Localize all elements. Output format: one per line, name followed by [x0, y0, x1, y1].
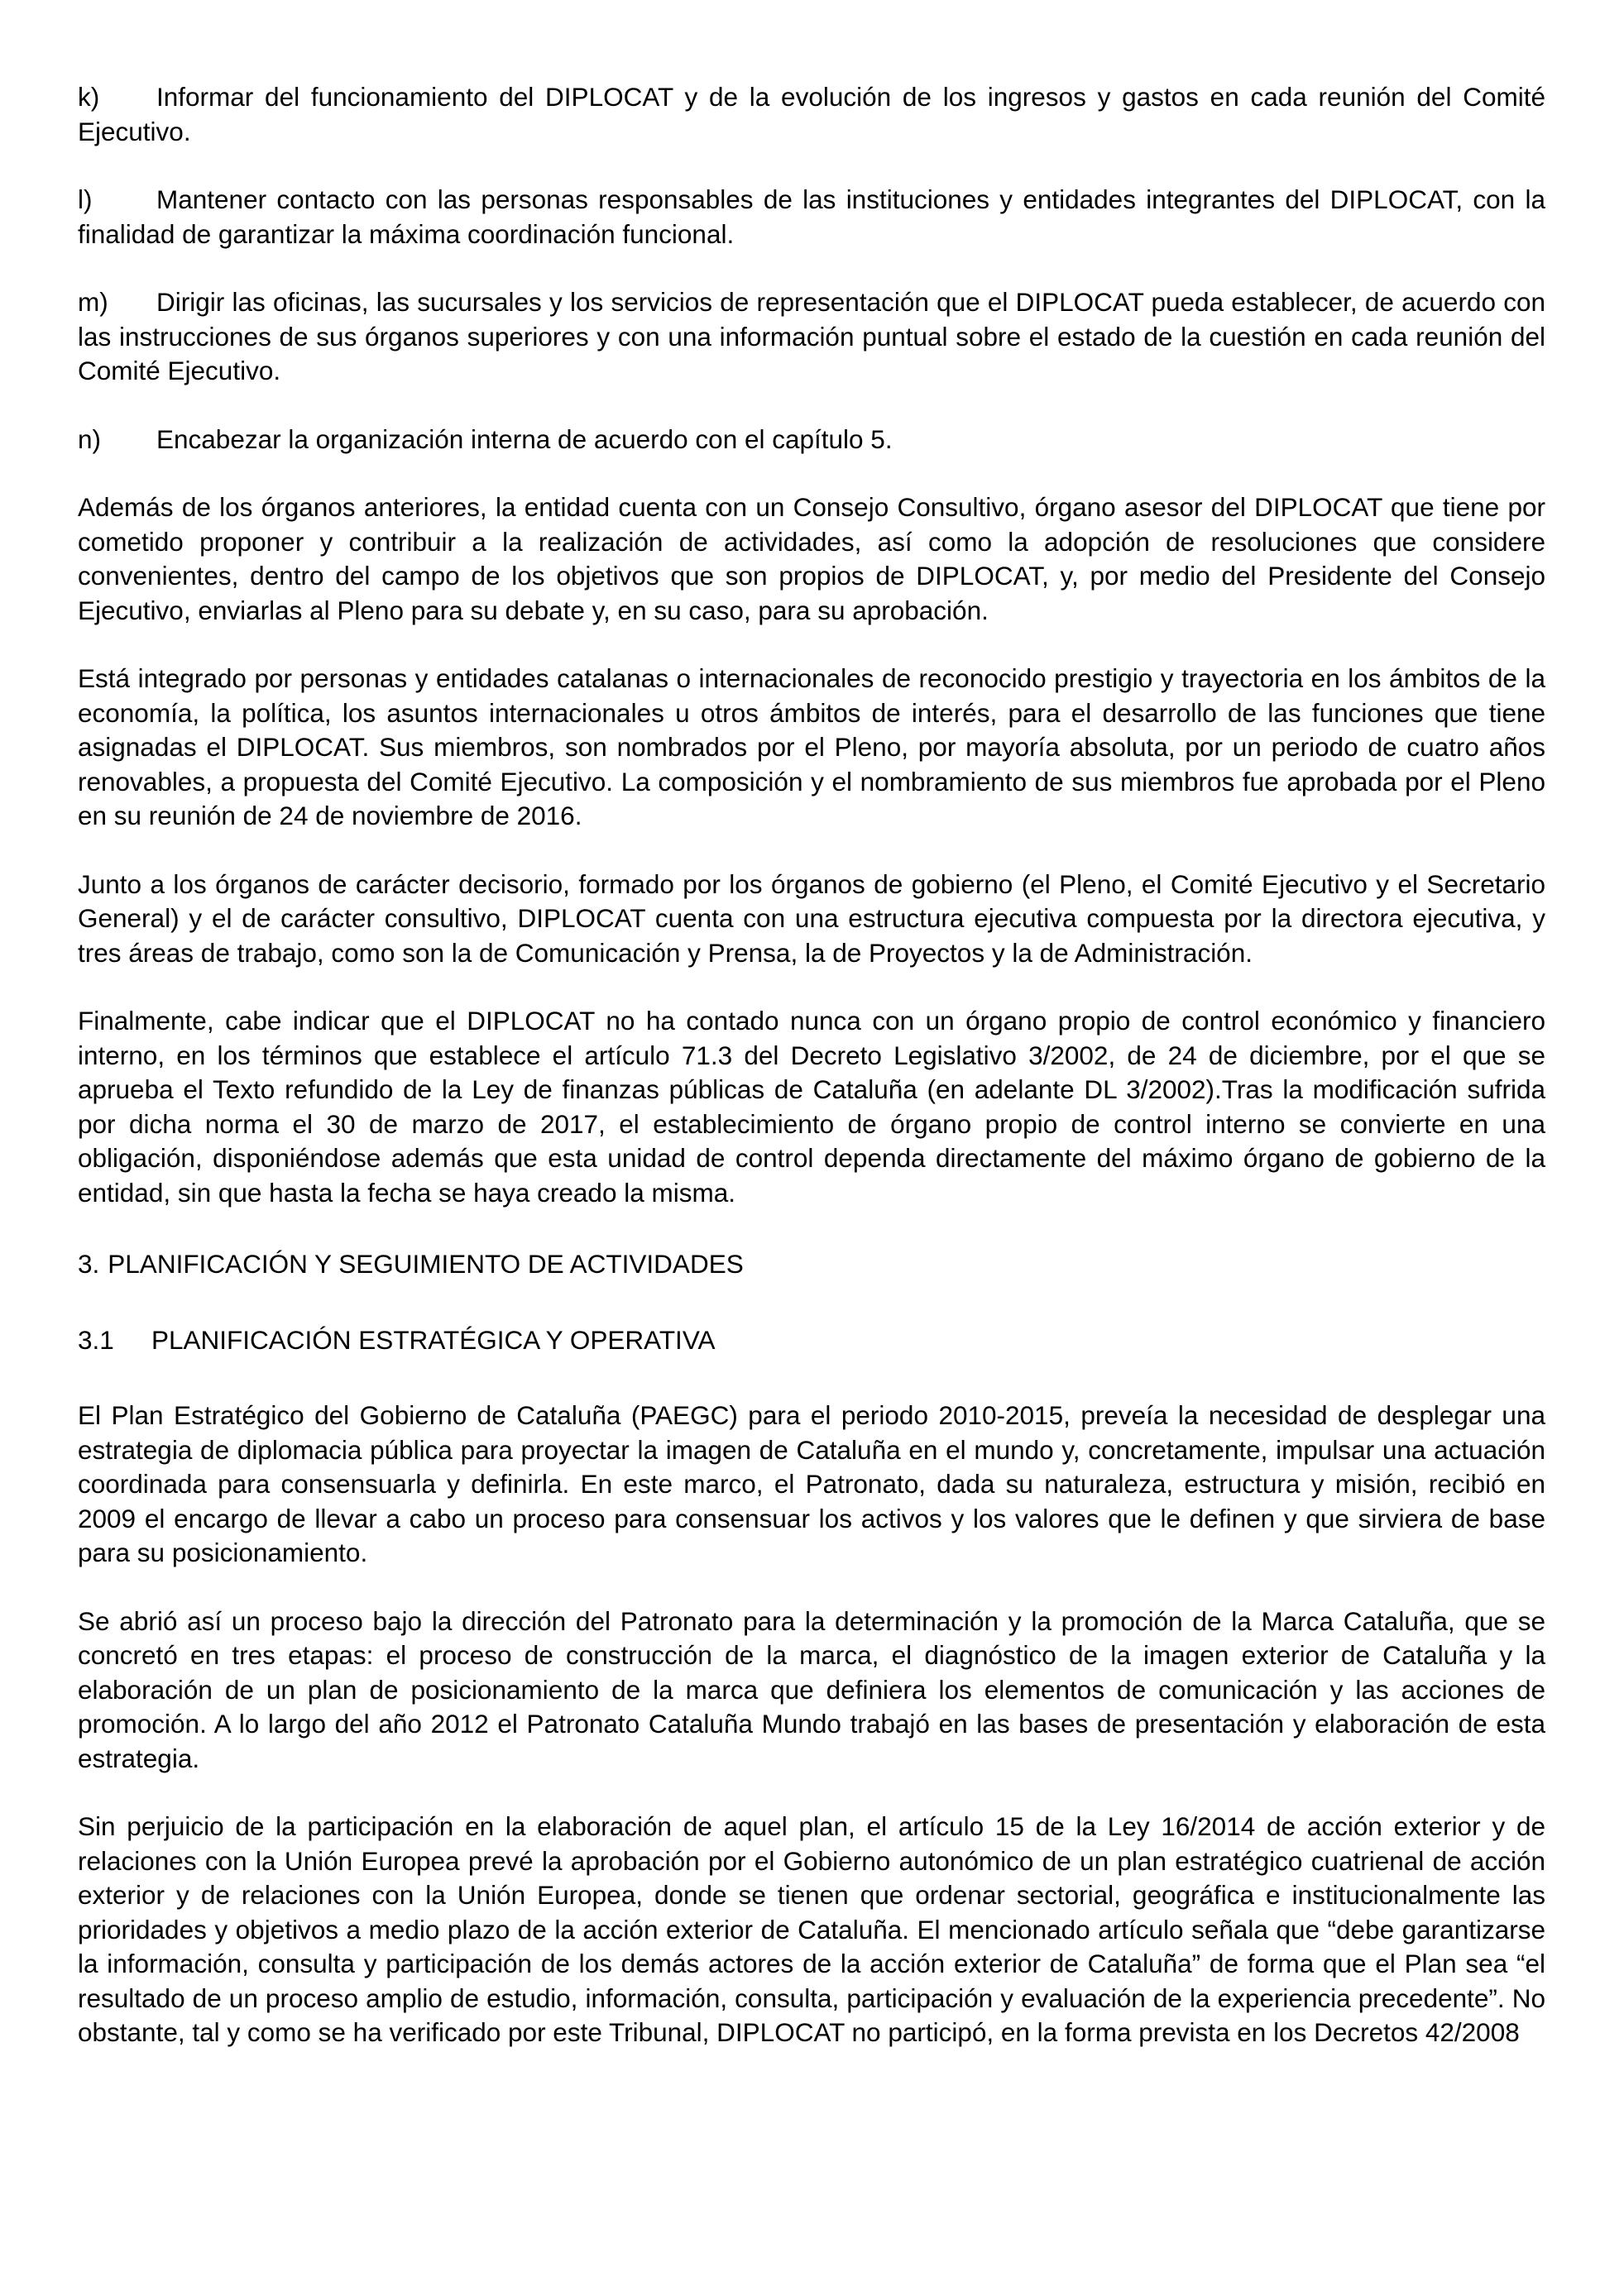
list-item-l: [78, 183, 1545, 251]
paragraph-control-interno: Finalmente, cabe indicar que el DIPLOCAT no ha contado nunca con un órgano propio de control económico y financiero interno, en los términos que establece el artículo 71.3 del Decreto Legislativo 3/2002, de 24 de diciembre, por el que se aprueba el Texto refundido de la Ley de finanzas públicas de Cataluña (en adelante DL 3/2002).Tras la modificación sufrida por dicha norma el 30 de marzo de 2017, el establecimiento de órgano propio de control interno se convierte en una obligación, disponiéndose además que esta unidad de control dependa directamente del máximo órgano de gobierno de la entidad, sin que hasta la fecha se haya creado la misma.: [78, 1006, 1545, 1208]
section-number: 3.: [78, 1249, 100, 1279]
subsection-number: 3.1: [78, 1324, 114, 1355]
paragraph-paegc: El Plan Estratégico del Gobierno de Cataluña (PAEGC) para el periodo 2010-2015, preveía la necesidad de desplegar una estrategia de diplomacia pública para proyectar la imagen de Cataluña en el mundo y, concretamente, impulsar una actuación coordinada para consensuarla y definirla. En este marco, el Patronato, dada su naturaleza, estructura y misión, recibió en 2009 el encargo de llevar a cabo un proceso para consensuar los activos y los valores que le definen y que sirviera de base para su posicionamiento.: [78, 1400, 1545, 1567]
list-item-n: [78, 423, 1545, 457]
list-marker: m): [78, 287, 108, 317]
paragraph-consejo-consultivo: Además de los órganos anteriores, la entidad cuenta con un Consejo Consultivo, órgano asesor del DIPLOCAT que tiene por cometido proponer y contribuir a la realización de actividades, así como la adopción de resoluciones que considere convenientes, dentro del campo de los objetivos que son propios de DIPLOCAT, y, por medio del Presidente del Consejo Ejecutivo, enviarlas al Pleno para su debate y, en su caso, para su aprobación.: [78, 492, 1545, 625]
paragraph-integracion: Está integrado por personas y entidades catalanas o internacionales de reconocido prestigio y trayectoria en los ámbitos de la economía, la política, los asuntos internacionales u otros ámbitos de interés, para el desarrollo de las funciones que tiene asignadas el DIPLOCAT. Sus miembros, son nombrados por el Pleno, por mayoría absoluta, por un periodo de cuatro años renovables, a propuesta del Comité Ejecutivo. La composición y el nombramiento de sus miembros fue aprobada por el Pleno en su reunión de 24 de noviembre de 2016.: [78, 663, 1545, 830]
list-marker: k): [78, 82, 100, 112]
list-marker: n): [78, 423, 102, 454]
list-item-text: Mantener contacto con las personas responsables de las instituciones y entidades integrantes del DIPLOCAT, con la finalidad de garantizar la máxima coordinación funcional.: [78, 184, 1545, 249]
section-heading: [78, 1247, 1545, 1282]
subsection-heading: [78, 1323, 1545, 1358]
subsection-title: PLANIFICACIÓN ESTRATÉGICA Y OPERATIVA: [151, 1324, 716, 1355]
section-title: PLANIFICACIÓN Y SEGUIMIENTO DE ACTIVIDADES: [108, 1249, 744, 1279]
list-item-text: Encabezar la organización interna de acuerdo con el capítulo 5.: [156, 423, 893, 454]
list-item-k: [78, 80, 1545, 149]
list-item-m: [78, 285, 1545, 389]
paragraph-estructura: Junto a los órganos de carácter decisorio, formado por los órganos de gobierno (el Pleno, el Comité Ejecutivo y el Secretario General) y el de carácter consultivo, DIPLOCAT cuenta con una estructura ejecutiva compuesta por la directora ejecutiva, y tres áreas de trabajo, como son la de Comunicación y Prensa, la de Proyectos y la de Administración.: [78, 868, 1545, 968]
list-item-text: Informar del funcionamiento del DIPLOCAT y de la evolución de los ingresos y gastos en cada reunión del Comité Ejecutivo.: [78, 82, 1545, 146]
list-item-text: Dirigir las oficinas, las sucursales y los servicios de representación que el DIPLOCAT pueda establecer, de acuerdo con las instrucciones de sus órganos superiores y con una información puntual sobre el estado de la cuestión en cada reunión del Comité Ejecutivo.: [78, 287, 1545, 385]
list-marker: l): [78, 184, 93, 214]
document-page: [78, 80, 1545, 2084]
paragraph-marca-cataluna: Se abrió así un proceso bajo la dirección del Patronato para la determinación y la promoción de la Marca Cataluña, que se concretó en tres etapas: el proceso de construcción de la marca, el diagnóstico de la imagen exterior de Cataluña y la elaboración de un plan de posicionamiento de la marca que definiera los elementos de comunicación y las acciones de promoción. A lo largo del año 2012 el Patronato Cataluña Mundo trabajó en las bases de presentación y elaboración de esta estrategia.: [78, 1605, 1545, 1773]
paragraph-ley-16-2014: Sin perjuicio de la participación en la elaboración de aquel plan, el artículo 15 de la Ley 16/2014 de acción exterior y de relaciones con la Unión Europea prevé la aprobación por el Gobierno autonómico de un plan estratégico cuatrienal de acción exterior y de relaciones con la Unión Europea, donde se tienen que ordenar sectorial, geográfica e institucionalmente las prioridades y objetivos a medio plazo de la acción exterior de Cataluña. El mencionado artículo señala que “debe garantizarse la información, consulta y participación de los demás actores de la acción exterior de Cataluña” de forma que el Plan sea “el resultado de un proceso amplio de estudio, información, consulta, participación y evaluación de la experiencia precedente”. No obstante, tal y como se ha verificado por este Tribunal, DIPLOCAT no participó, en la forma prevista en los Decretos 42/2008: [78, 1811, 1545, 2047]
